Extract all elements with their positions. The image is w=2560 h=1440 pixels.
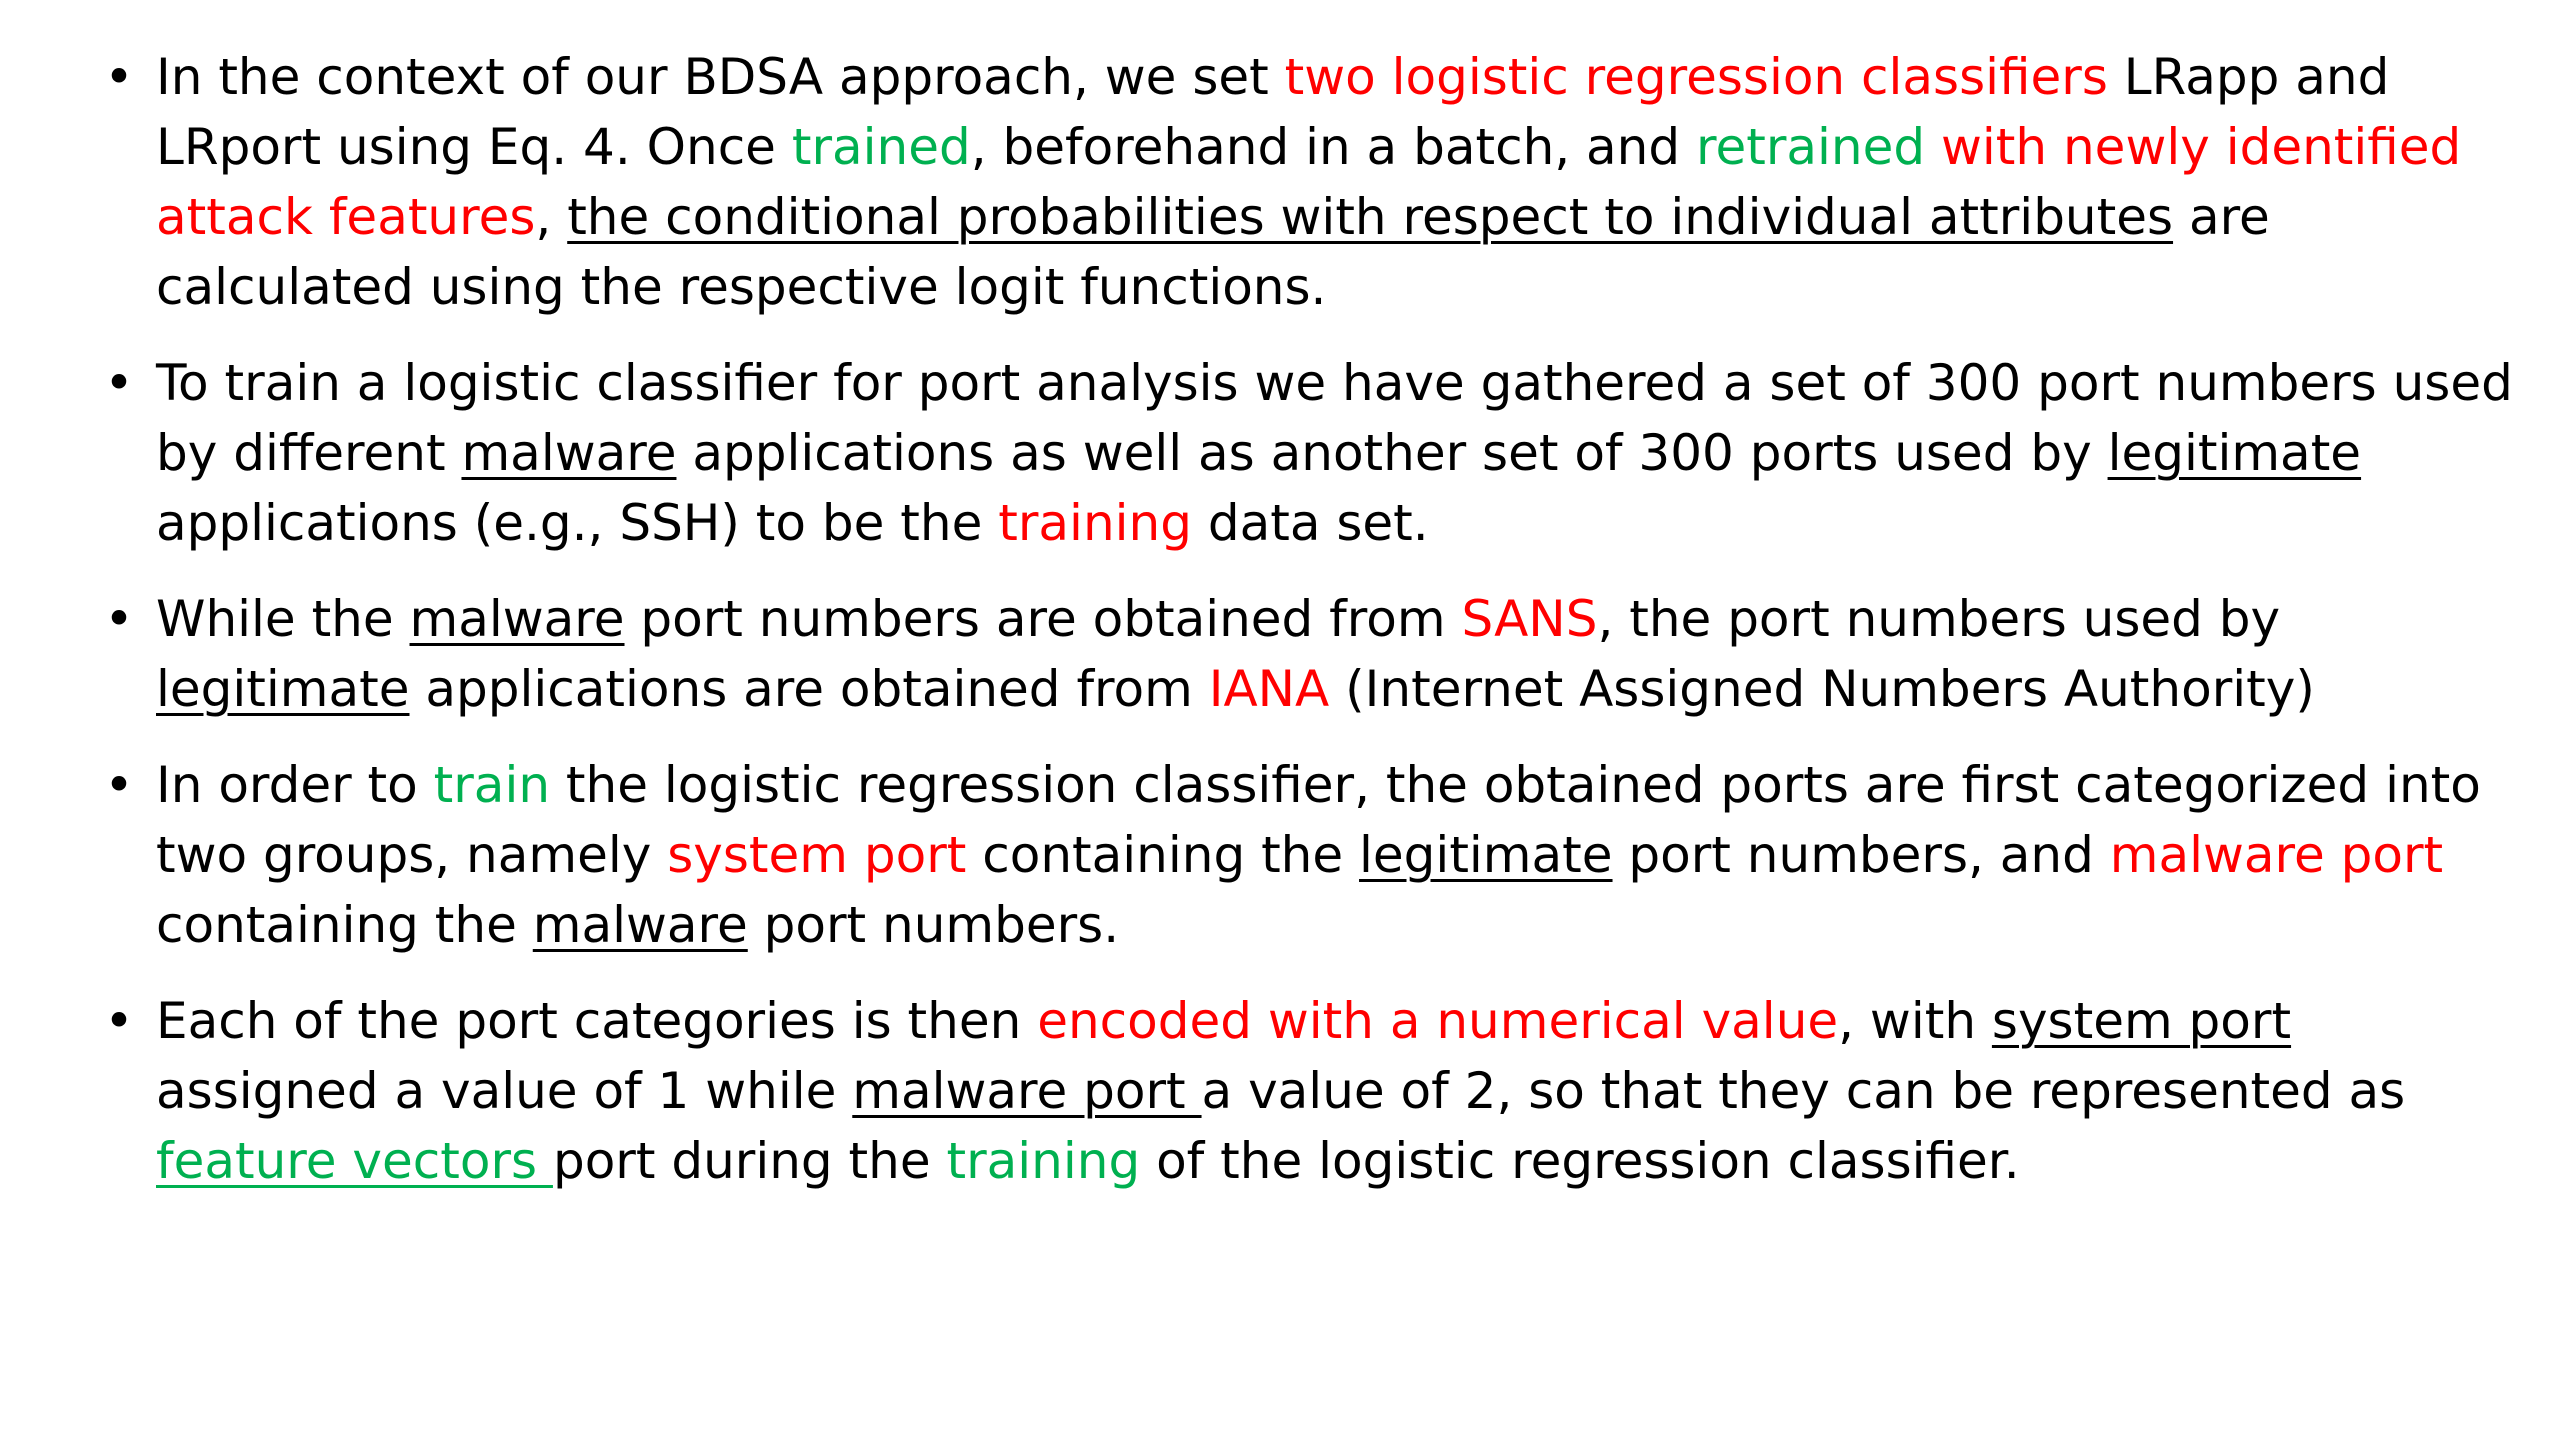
- bullet-text: [156, 584, 2520, 724]
- text-segment: with newly identified attack features: [156, 118, 2478, 246]
- bullet-item: [100, 348, 2529, 558]
- underlined-text-segment: the conditional probabilities with respect to individual attributes: [567, 188, 2174, 246]
- bullet-text: [156, 348, 2529, 558]
- text-segment: port during the: [552, 1132, 947, 1190]
- text-segment: assigned a value of 1 while: [156, 992, 2307, 1120]
- bullet-marker: •: [104, 590, 134, 648]
- text-segment: , with: [1838, 992, 1992, 1050]
- text-segment: ,: [535, 188, 568, 246]
- bullet-marker: •: [104, 48, 134, 106]
- text-segment: To train a logistic classifier for port analysis we have gathered a set of 300 port numbers used by different: [156, 354, 2529, 482]
- text-segment: port numbers are obtained from: [624, 590, 1462, 648]
- underlined-text-segment: malware: [532, 896, 748, 954]
- text-segment: Each of the port categories is then: [156, 992, 1038, 1050]
- underlined-text-segment: feature vectors: [156, 1132, 553, 1190]
- bullet-item: [100, 42, 2520, 322]
- text-segment: applications are obtained from: [409, 660, 1209, 718]
- text-segment: SANS: [1461, 590, 1598, 648]
- bullet-list: [100, 42, 2529, 1222]
- text-segment: encoded with a numerical value: [1037, 992, 1839, 1050]
- text-segment: system port: [667, 826, 967, 884]
- text-segment: retrained: [1696, 118, 1926, 176]
- underlined-text-segment: malware: [461, 424, 677, 482]
- text-segment: IANA: [1208, 660, 1330, 718]
- underlined-text-segment: malware port: [852, 1062, 1202, 1120]
- underlined-text-segment: system port: [1991, 992, 2292, 1050]
- bullet-text: [156, 750, 2520, 960]
- text-segment: applications (e.g., SSH) to be the: [156, 424, 2377, 552]
- text-segment: In the context of our BDSA approach, we set: [156, 48, 1285, 106]
- text-segment: port numbers, and: [1612, 826, 2110, 884]
- text-segment: (Internet Assigned Numbers Authority): [1329, 660, 2315, 718]
- bullet-marker: •: [104, 992, 134, 1050]
- bullet-marker: •: [104, 354, 134, 412]
- bullet-item: [100, 750, 2520, 960]
- text-segment: are calculated using the respective logit functions.: [156, 188, 2286, 316]
- text-segment: training: [946, 1132, 1141, 1190]
- bullet-text: [156, 42, 2520, 322]
- text-segment: of the logistic regression classifier.: [1140, 1132, 2020, 1190]
- text-segment: containing the: [966, 826, 1360, 884]
- text-segment: the logistic regression classifier, the obtained ports are first categorized into two groups, namely: [156, 756, 2497, 884]
- text-segment: , beforehand in a batch, and: [970, 118, 1697, 176]
- text-segment: While the: [156, 590, 410, 648]
- text-segment: LRapp and LRport using Eq. 4. Once: [156, 48, 2406, 176]
- text-segment: In order to: [156, 756, 434, 814]
- text-segment: , the port numbers used by: [1597, 590, 2297, 648]
- text-segment: malware port: [2109, 826, 2444, 884]
- underlined-text-segment: malware: [409, 590, 625, 648]
- bullet-item: [100, 584, 2520, 724]
- text-segment: containing the: [156, 826, 2460, 954]
- bullet-text: [156, 986, 2520, 1196]
- text-segment: port numbers.: [747, 896, 1120, 954]
- text-segment: a value of 2, so that they can be represented as: [1201, 1062, 2422, 1120]
- text-segment: trained: [791, 118, 971, 176]
- bullet-item: [100, 986, 2520, 1196]
- text-segment: applications as well as another set of 300 ports used by: [676, 424, 2108, 482]
- text-segment: data set.: [1191, 494, 1429, 552]
- bullet-marker: •: [104, 756, 134, 814]
- underlined-text-segment: legitimate: [2107, 424, 2362, 482]
- underlined-text-segment: legitimate: [1359, 826, 1613, 884]
- text-segment: training: [998, 494, 1192, 552]
- text-segment: two logistic regression classifiers: [1284, 48, 2108, 106]
- text-segment: train: [433, 756, 551, 814]
- underlined-text-segment: legitimate: [156, 660, 410, 718]
